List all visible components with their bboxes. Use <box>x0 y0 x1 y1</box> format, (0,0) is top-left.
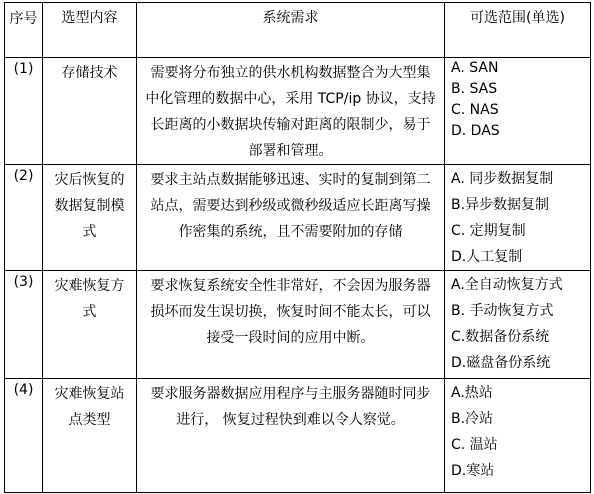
option-list <box>445 379 591 493</box>
option-item: C.数据备份系统 <box>451 329 550 345</box>
row-number: (3) <box>5 271 43 379</box>
selection-type: 存储技术 <box>43 58 137 165</box>
option-item: B. 手动恢复方式 <box>451 303 554 319</box>
header-row <box>5 3 591 58</box>
table-row <box>5 165 591 271</box>
system-requirement: 要求恢复系统安全性非常好，不会因为服务器损坏而发生误切换，恢复时间不能太长，可以接受一段时间的应用中断。 <box>137 271 445 379</box>
header-no: 序号 <box>5 3 43 58</box>
option-item: A.全自动恢复方式 <box>451 277 563 293</box>
option-item: D.寒站 <box>451 463 495 479</box>
option-item: D.人工复制 <box>451 249 523 265</box>
option-item: B.冷站 <box>451 411 494 427</box>
option-item: D. DAS <box>451 123 500 139</box>
option-item: A. SAN <box>451 60 499 76</box>
selection-type: 灾后恢复的数据复制模式 <box>43 165 137 271</box>
selection-type: 灾难恢复站点类型 <box>43 379 137 493</box>
header-type: 选型内容 <box>43 3 137 58</box>
system-requirement: 需要将分布独立的供水机构数据整合为大型集中化管理的数据中心，采用 TCP/ip 协议，支持长距离的小数据块传输对距离的限制少，易于部署和管理。 <box>137 58 445 165</box>
option-list <box>445 58 591 165</box>
table-row <box>5 379 591 493</box>
selection-type: 灾难恢复方式 <box>43 271 137 379</box>
table-row <box>5 271 591 379</box>
requirements-table <box>4 2 591 493</box>
option-item: A. 同步数据复制 <box>451 171 554 187</box>
header-options: 可选范围(单选) <box>445 3 591 58</box>
table-row <box>5 58 591 165</box>
option-item: C. NAS <box>451 102 499 118</box>
option-item: C. 定期复制 <box>451 223 526 239</box>
option-list <box>445 271 591 379</box>
header-requirement: 系统需求 <box>137 3 445 58</box>
option-item: A.热站 <box>451 385 493 401</box>
option-item: B. SAS <box>451 81 498 97</box>
row-number: (2) <box>5 165 43 271</box>
row-number: (1) <box>5 58 43 165</box>
option-item: C. 温站 <box>451 437 498 453</box>
system-requirement: 要求主站点数据能够迅速、实时的复制到第二站点，需要达到秒级或微秒级适应长距离写操作密集的系统，且不需要附加的存储 <box>137 165 445 271</box>
option-list <box>445 165 591 271</box>
system-requirement: 要求服务器数据应用程序与主服务器随时同步进行， 恢复过程快到难以令人察觉。 <box>137 379 445 493</box>
row-number: (4) <box>5 379 43 493</box>
option-item: D.磁盘备份系统 <box>451 355 551 371</box>
option-item: B.异步数据复制 <box>451 197 550 213</box>
